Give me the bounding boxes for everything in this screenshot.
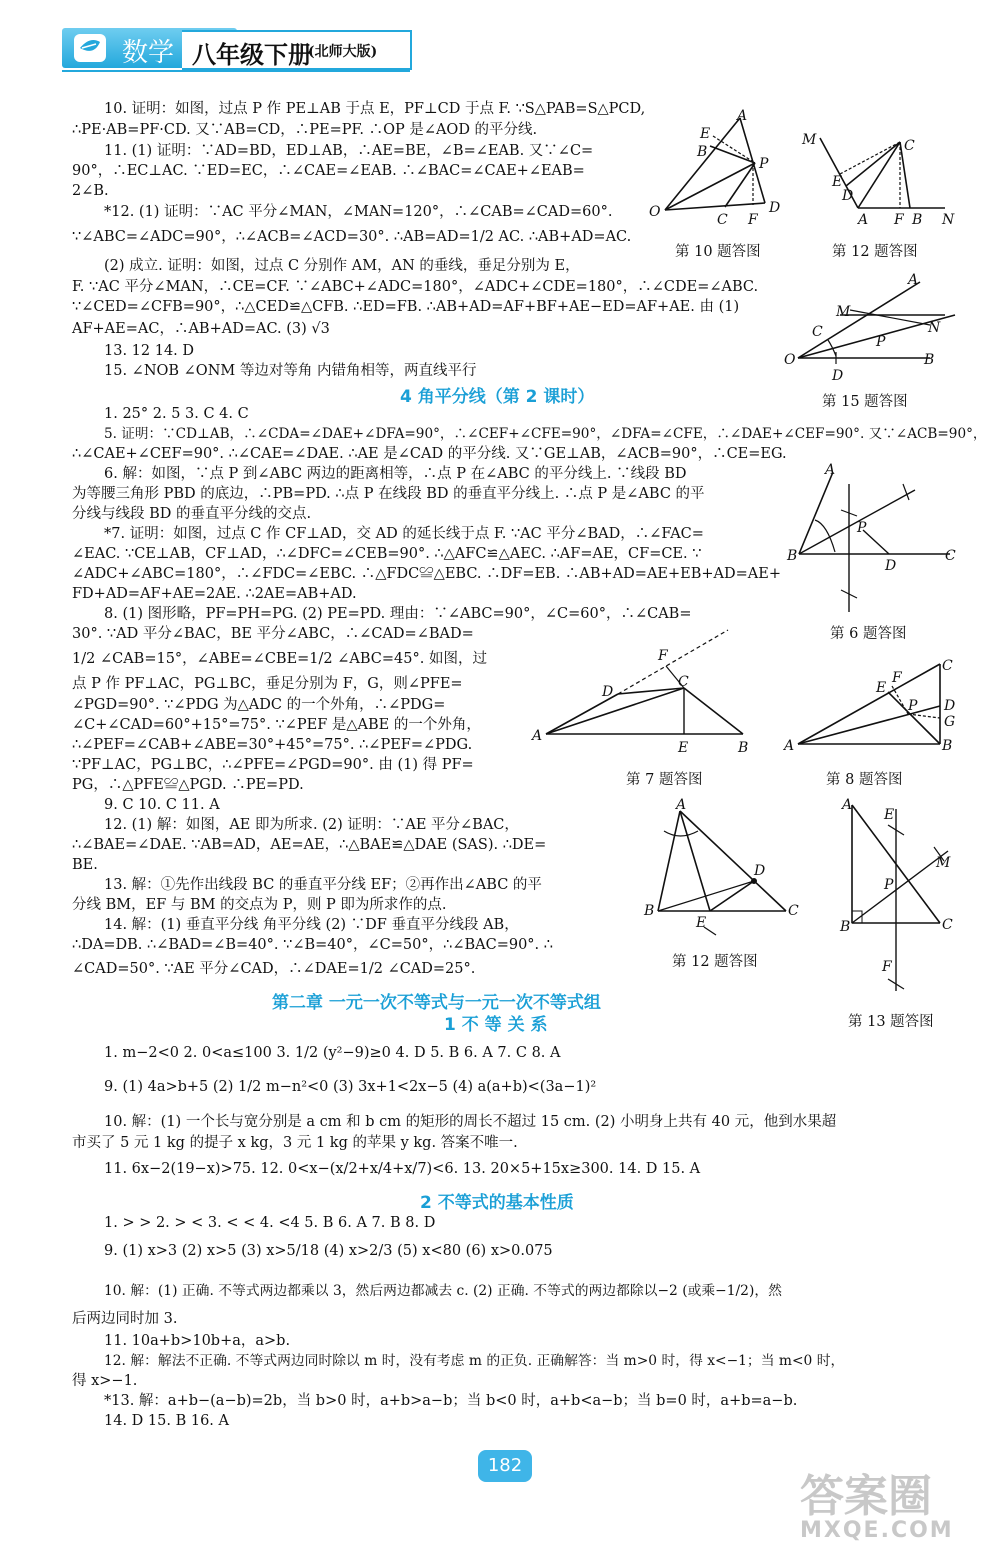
figure-10 <box>645 108 785 228</box>
text-line: FD+AD=AF+AE=2AE. ∴2AE=AB+AD. <box>72 586 357 602</box>
figure-label: B <box>697 144 708 160</box>
figure-label: C <box>812 324 823 340</box>
text-line: *12. (1) 证明：∵AC 平分∠MAN，∠MAN=120°，∴∠CAB=∠CAD=60°. <box>104 204 613 220</box>
section-title: 1 不 等 关 系 <box>444 1015 548 1035</box>
text-line: 90°，∴EC⊥AC. ∵ED=EC，∴∠CAE=∠EAB. ∴∠BAC=∠CAE+∠EAB= <box>72 163 585 179</box>
text-line: PG，∴△PFE≌△PGD. ∴PE=PD. <box>72 777 304 793</box>
figure-caption: 第 12 题答图 <box>672 954 758 970</box>
figure-label: O <box>784 352 796 368</box>
text-line: 13. 解：①先作出线段 BC 的垂直平分线 EF；②再作出∠ABC 的平 <box>104 877 542 893</box>
figure-6 <box>785 462 965 617</box>
figure-label: C <box>788 903 799 919</box>
figure-label: D <box>602 684 614 700</box>
text-line: 8. (1) 图形略，PF=PH=PG. (2) PE=PD. 理由：∵∠ABC=90°，∠C=60°，∴∠CAB= <box>104 606 692 622</box>
figure-label: B <box>644 903 655 919</box>
figure-label: A <box>908 272 919 288</box>
figure-label: F <box>658 648 668 664</box>
figure-label: D <box>842 188 854 204</box>
text-line: 点 P 作 PF⊥AC，PG⊥BC，垂足分别为 F，G，则∠PFE= <box>72 676 463 692</box>
figure-label: A <box>825 462 836 478</box>
header-title-box <box>182 30 412 70</box>
figure-label: D <box>754 863 766 879</box>
text-line: 11. 6x−2(19−x)>75. 12. 0<x−(x/2+x/4+x/7)<6. 13. 20×5+15x≥300. 14. D 15. A <box>104 1161 701 1177</box>
figure-15 <box>780 270 960 385</box>
page-header <box>62 28 410 68</box>
figure-label: B <box>787 548 798 564</box>
text-line: ∵∠CED=∠CFB=90°，∴△CED≌△CFB. ∴ED=FB. ∴AB+AD=AF+BF+AE−ED=AF+AE. 由 (1) <box>72 299 740 315</box>
figure-caption: 第 7 题答图 <box>626 772 703 788</box>
text-line: 10. 证明：如图，过点 P 作 PE⊥AB 于点 E，PF⊥CD 于点 F. ∵S△PAB=S△PCD, <box>104 101 646 117</box>
text-line: 14. 解：(1) 垂直平分线 角平分线 (2) ∵DF 垂直平分线段 AB， <box>104 917 519 933</box>
text-line: 分线与线段 BD 的垂直平分线的交点. <box>72 506 312 522</box>
text-line: 5. 证明：∵CD⊥AB，∴∠CDA=∠DAE+∠DFA=90°，∴∠CEF+∠CFE=90°，∠DFA=∠CFE，∴∠DAE+∠CEF=90°. 又∵∠ACB=90°， <box>104 426 986 442</box>
figure-label: F <box>894 212 904 228</box>
figure-caption: 第 12 题答图 <box>832 244 918 260</box>
text-line: *13. 解：a+b−(a−b)=2b，当 b>0 时，a+b>a−b；当 b<0 时，a+b<a−b；当 b=0 时，a+b=a−b. <box>104 1393 798 1409</box>
figure-label: P <box>876 334 886 350</box>
figure-7 <box>528 622 758 757</box>
text-line: 9. (1) x>3 (2) x>5 (3) x>5/18 (4) x>2/3 (5) x<80 (6) x>0.075 <box>104 1243 553 1259</box>
leaf-icon <box>74 34 106 62</box>
text-line: 11. 10a+b>10b+a，a>b. <box>104 1333 291 1349</box>
figure-label: A <box>676 797 687 813</box>
figure-label: B <box>912 212 923 228</box>
text-line: ∴PE·AB=PF·CD. 又∵AB=CD，∴PE=PF. ∴OP 是∠AOD 的平分线. <box>72 122 538 138</box>
text-line: (2) 成立. 证明：如图，过点 C 分别作 AM，AN 的垂线，垂足分别为 E， <box>104 258 580 274</box>
text-line: 为等腰三角形 PBD 的底边，∴PB=PD. ∴点 P 在线段 BD 的垂直平分线上. ∴点 P 是∠ABC 的平 <box>72 486 705 502</box>
figure-caption: 第 15 题答图 <box>822 394 908 410</box>
figure-label: D <box>944 698 956 714</box>
figure-label: B <box>738 740 749 756</box>
text-line: 12. 解：解法不正确. 不等式两边同时除以 m 时，没有考虑 m 的正负. 正确解答：当 m>0 时，得 x<−1；当 m<0 时， <box>104 1353 845 1369</box>
figure-label: A <box>842 797 853 813</box>
text-line: 分线 BM，EF 与 BM 的交点为 P，则 P 即为所求作的点. <box>72 897 447 913</box>
text-line: 1. m−2<0 2. 0<a≤100 3. 1/2 (y²−9)≥0 4. D 5. B 6. A 7. C 8. A <box>104 1045 561 1061</box>
figure-label: D <box>832 368 844 384</box>
text-line: 10. 解：(1) 正确. 不等式两边都乘以 3，然后两边都减去 c. (2) 正确. 不等式的两边都除以−2 (或乘−1/2)，然 <box>104 1283 782 1299</box>
section-title: 2 不等式的基本性质 <box>420 1193 574 1213</box>
header-subject: 数学 <box>122 38 175 68</box>
watermark <box>800 1460 954 1543</box>
figure-label: A <box>737 108 748 124</box>
figure-label: B <box>942 738 953 754</box>
text-line: 市买了 5 元 1 kg 的提子 x kg，3 元 1 kg 的苹果 y kg. 答案不唯一. <box>72 1135 518 1151</box>
text-line: AF+AE=AC，∴AB+AD=AC. (3) √3 <box>72 321 330 337</box>
text-line: 11. (1) 证明：∵AD=BD，ED⊥AB，∴AE=BE，∠B=∠EAB. 又∵∠C= <box>104 143 594 159</box>
text-line: 14. D 15. B 16. A <box>104 1413 229 1429</box>
text-line: ∵∠ABC=∠ADC=90°，∴∠ACB=∠ACD=30°. ∴AB=AD=1/2 AC. ∴AB+AD=AC. <box>72 229 632 245</box>
text-line: ∠C+∠CAD=60°+15°=75°. ∵∠PEF 是△ABE 的一个外角， <box>72 717 481 733</box>
figure-label: B <box>924 352 935 368</box>
text-line: ∠PGD=90°. ∵∠PDG 为△ADC 的一个外角，∴∠PDG= <box>72 697 446 713</box>
chapter-title: 第二章 一元一次不等式与一元一次不等式组 <box>272 993 601 1013</box>
figure-label: F <box>892 670 902 686</box>
figure-label: C <box>904 138 915 154</box>
figure-label: C <box>942 917 953 933</box>
text-line: ∴∠BAE=∠DAE. ∵AB=AD，AE=AE，∴△BAE≌△DAE (SAS). ∴DE= <box>72 837 547 853</box>
text-line: ∴∠CAE+∠CEF=90°. ∴∠CAE=∠DAE. ∴AE 是∠CAD 的平分线. 又∵GE⊥AB，∠ACB=90°，∴CE=EG. <box>72 446 787 462</box>
text-line: 15. ∠NOB ∠ONM 等边对等角 内错角相等，两直线平行 <box>104 363 477 379</box>
figure-label: A <box>532 728 543 744</box>
figure-label: C <box>945 548 956 564</box>
figure-caption: 第 10 题答图 <box>675 244 761 260</box>
text-line: 1/2 ∠CAB=15°，∠ABE=∠CBE=1/2 ∠ABC=45°. 如图，过 <box>72 651 487 667</box>
text-line: 6. 解：如图，∵点 P 到∠ABC 两边的距离相等，∴点 P 在∠ABC 的平分线上. ∵线段 BD <box>104 466 687 482</box>
header-title: 八年级下册 <box>192 40 312 69</box>
page-number: 182 <box>478 1450 532 1482</box>
figure-label: B <box>840 919 851 935</box>
figure-label: P <box>884 877 894 893</box>
text-line: F. ∵AC 平分∠MAN，∴CE=CF. ∵∠ABC+∠ADC=180°，∠ADC+∠CDE=180°，∴∠CDE=∠ABC. <box>72 279 759 295</box>
figure-label: P <box>857 520 867 536</box>
figure-12a <box>800 130 960 230</box>
text-line: ∴DA=DB. ∴∠BAD=∠B=40°. ∵∠B=40°，∠C=50°，∴∠BAC=90°. ∴ <box>72 937 553 953</box>
figure-label: A <box>784 738 795 754</box>
figure-caption: 第 8 题答图 <box>826 772 903 788</box>
figure-label: E <box>832 174 843 190</box>
text-line: 10. 解：(1) 一个长与宽分别是 a cm 和 b cm 的矩形的周长不超过 15 cm. (2) 小明身上共有 40 元，他到水果超 <box>104 1114 837 1130</box>
figure-caption: 第 6 题答图 <box>830 626 907 642</box>
text-line: *7. 证明：如图，过点 C 作 CF⊥AD，交 AD 的延长线于点 F. ∵AC 平分∠BAD，∴∠FAC= <box>104 526 704 542</box>
figure-label: P <box>908 698 918 714</box>
figure-label: C <box>942 658 953 674</box>
figure-label: O <box>649 204 661 220</box>
text-line: ∠CAD=50°. ∵AE 平分∠CAD，∴∠DAE=1/2 ∠CAD=25°. <box>72 961 476 977</box>
text-line: ∵PF⊥AC，PG⊥BC，∴∠PFE=∠PGD=90°. 由 (1) 得 PF= <box>72 757 474 773</box>
figure-8 <box>782 650 962 760</box>
text-line: 9. (1) 4a>b+5 (2) 1/2 m−n²<0 (3) 3x+1<2x−5 (4) a(a+b)<(3a−1)² <box>104 1079 597 1095</box>
figure-label: A <box>858 212 869 228</box>
text-line: ∠ADC+∠ABC=180°，∴∠FDC=∠EBC. ∴△FDC≌△EBC. ∴DF=EB. ∴AB+AD=AE+EB+AD=AE+ <box>72 566 781 582</box>
figure-12b <box>640 795 810 945</box>
figure-label: N <box>942 212 955 228</box>
figure-label: E <box>696 915 707 931</box>
figure-label: E <box>884 807 895 823</box>
section-title: 4 角平分线（第 2 课时） <box>400 387 595 407</box>
figure-label: F <box>882 959 892 975</box>
figure-label: D <box>769 200 781 216</box>
text-line: ∴∠PEF=∠CAB+∠ABE=30°+45°=75°. ∴∠PEF=∠PDG. <box>72 737 473 753</box>
text-line: BE. <box>72 857 98 873</box>
figure-label: C <box>717 212 728 228</box>
watermark-line1: 答案圈 <box>800 1471 932 1522</box>
figure-label: E <box>700 126 711 142</box>
text-line: 得 x>−1. <box>72 1373 138 1389</box>
figure-label: G <box>944 714 956 730</box>
text-line: 12. (1) 解：如图，AE 即为所求. (2) 证明：∵AE 平分∠BAC， <box>104 817 519 833</box>
header-edition: (北师大版) <box>308 44 378 60</box>
figure-label: M <box>936 855 951 871</box>
watermark-line2: MXQE.COM <box>800 1518 954 1543</box>
text-line: ∠EAC. ∵CE⊥AB，CF⊥AD，∴∠DFC=∠CEB=90°. ∴△AFC≌△AEC. ∴AF=AE，CF=CE. ∵ <box>72 546 702 562</box>
figure-label: E <box>678 740 689 756</box>
header-rule <box>62 70 410 72</box>
text-line: 后两边同时加 3. <box>72 1311 178 1327</box>
figure-label: M <box>802 132 817 148</box>
text-line: 30°. ∵AD 平分∠BAC，BE 平分∠ABC，∴∠CAD=∠BAD= <box>72 626 474 642</box>
text-line: 1. > > 2. > < 3. < < 4. <4 5. B 6. A 7. B 8. D <box>104 1215 436 1231</box>
text-line: 1. 25° 2. 5 3. C 4. C <box>104 406 249 422</box>
figure-label: M <box>836 304 851 320</box>
figure-label: N <box>928 320 941 336</box>
figure-label: D <box>885 558 897 574</box>
text-line: 2∠B. <box>72 183 109 199</box>
text-line: 9. C 10. C 11. A <box>104 797 220 813</box>
figure-label: C <box>678 674 689 690</box>
figure-13 <box>830 795 970 1005</box>
figure-caption: 第 13 题答图 <box>848 1014 934 1030</box>
text-line: 13. 12 14. D <box>104 343 195 359</box>
figure-label: P <box>759 156 769 172</box>
figure-label: F <box>748 212 758 228</box>
figure-label: E <box>876 680 887 696</box>
